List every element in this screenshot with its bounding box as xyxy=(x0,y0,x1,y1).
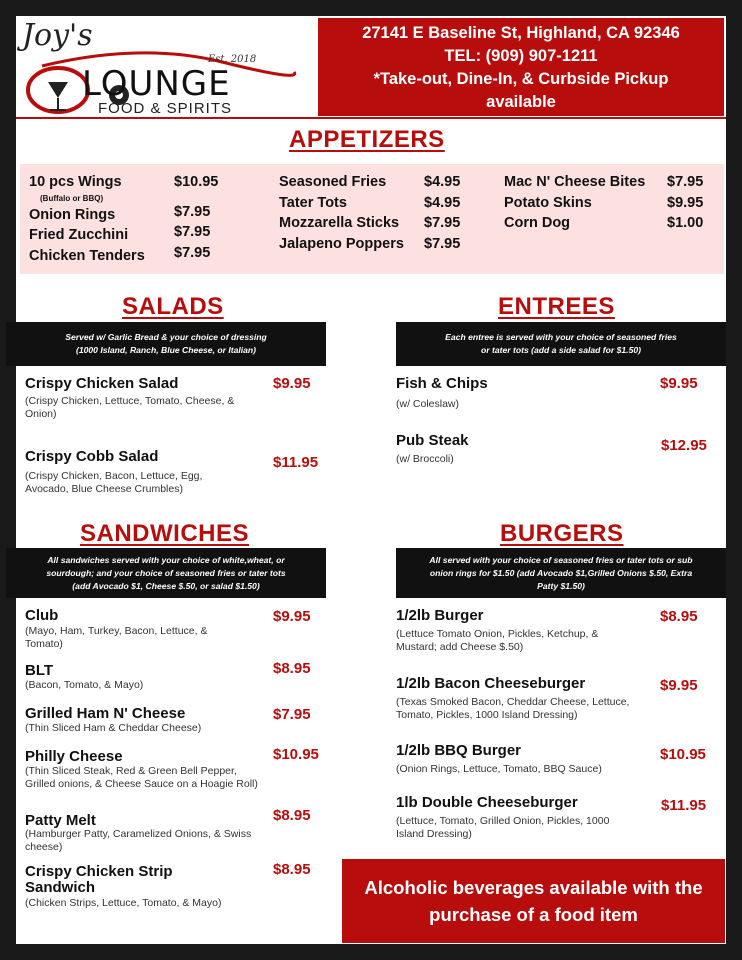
item-name: 1/2lb BBQ Burger xyxy=(396,742,522,759)
appetizer-name: 10 pcs Wings xyxy=(29,174,122,190)
item-price: $8.95 xyxy=(273,660,311,677)
item-price: $9.95 xyxy=(660,375,698,392)
header-info-box xyxy=(318,18,724,116)
appetizer-name: Jalapeno Poppers xyxy=(279,236,404,252)
salads-title: SALADS xyxy=(122,293,224,320)
item-description: (Texas Smoked Bacon, Cheddar Cheese, Lettuce, Tomato, Pickles, 1000 Island Dressing) xyxy=(396,696,630,721)
item-price: $9.95 xyxy=(273,375,311,392)
item-price: $12.95 xyxy=(661,437,707,454)
item-description: (Chicken Strips, Lettuce, Tomato, & Mayo) xyxy=(25,897,222,909)
item-description: (Mayo, Ham, Turkey, Bacon, Lettuce, & Tomato) xyxy=(25,625,208,650)
item-description: (Lettuce Tomato Onion, Pickles, Ketchup, & Mustard; add Cheese $.50) xyxy=(396,628,599,653)
appetizer-price: $4.95 xyxy=(424,174,461,190)
item-name: Fish & Chips xyxy=(396,375,488,392)
item-description: (Thin Sliced Steak, Red & Green Bell Pepper, Grilled onions, & Cheese Sauce on a Hoagie Roll) xyxy=(25,765,258,790)
appetizer-price: $4.95 xyxy=(424,195,461,211)
phone: TEL: (909) 907-1211 xyxy=(444,47,598,65)
salads-note-line: Served w/ Garlic Bread & your choice of dressing xyxy=(65,332,267,342)
item-name: Philly Cheese xyxy=(25,748,123,765)
entrees-note-line: or tater tots (add a side salad for $1.50) xyxy=(481,345,641,355)
item-description: (Hamburger Patty, Caramelized Onions, & Swiss cheese) xyxy=(25,828,252,853)
logo-script-text: Joy's xyxy=(22,18,93,53)
appetizer-price: $7.95 xyxy=(424,236,461,252)
appetizer-name: Mac N' Cheese Bites xyxy=(504,174,646,190)
appetizer-price: $7.95 xyxy=(667,174,704,190)
item-description: (w/ Broccoli) xyxy=(396,453,454,465)
entrees-note-line: Each entree is served with your choice of seasoned fries xyxy=(445,332,677,342)
logo-name: LOUNGE xyxy=(82,64,231,104)
menu-page xyxy=(16,16,726,944)
appetizer-name: Onion Rings xyxy=(29,207,116,223)
item-price: $9.95 xyxy=(273,608,311,625)
item-name: Club xyxy=(25,607,59,624)
item-price: $7.95 xyxy=(273,706,311,723)
item-description: (Crispy Chicken, Lettuce, Tomato, Cheese, & Onion) xyxy=(25,395,235,420)
burgers-title: BURGERS xyxy=(500,520,624,547)
appetizer-price: $7.95 xyxy=(424,215,461,231)
address: 27141 E Baseline St, Highland, CA 92346 xyxy=(362,24,680,42)
item-description: (Bacon, Tomato, & Mayo) xyxy=(25,679,144,691)
item-price: $9.95 xyxy=(660,677,698,694)
appetizer-price: $7.95 xyxy=(174,224,211,240)
salads-note-line: (1000 Island, Ranch, Blue Cheese, or Italian) xyxy=(75,345,257,355)
item-name: BLT xyxy=(25,662,54,679)
item-price: $10.95 xyxy=(660,746,706,763)
appetizer-name: Potato Skins xyxy=(504,195,592,211)
item-price: $11.95 xyxy=(273,454,319,471)
item-name: Grilled Ham N' Cheese xyxy=(25,705,186,722)
item-price: $8.95 xyxy=(660,608,698,625)
appetizer-name: Tater Tots xyxy=(279,195,347,211)
appetizer-name: Chicken Tenders xyxy=(29,248,145,264)
sandwiches-note-line: (add Avocado $1, Cheese $.50, or salad $1.50) xyxy=(72,580,260,591)
item-price: $11.95 xyxy=(661,797,707,814)
appetizer-price: $9.95 xyxy=(667,195,704,211)
burgers-note-line: onion rings for $1.50 (add Avocado $1,Grilled Onions $.50, Extra xyxy=(429,567,693,578)
item-price: $10.95 xyxy=(273,746,319,763)
item-name: Pub Steak xyxy=(396,432,469,449)
item-name: 1/2lb Bacon Cheeseburger xyxy=(396,675,586,692)
alcohol-notice-line: Alcoholic beverages available with the xyxy=(364,877,703,898)
appetizer-price: $10.95 xyxy=(174,174,219,190)
header-divider xyxy=(16,117,726,119)
item-name: Patty Melt xyxy=(25,812,96,829)
appetizer-price: $7.95 xyxy=(174,204,211,220)
sandwiches-note-line: sourdough; and your choice of seasoned fries or tater tots xyxy=(46,567,286,578)
item-name: Crispy Cobb Salad xyxy=(25,448,159,465)
entrees-title: ENTREES xyxy=(498,293,615,320)
burgers-note-line: Patty $1.50) xyxy=(537,580,585,591)
appetizer-note: (Buffalo or BBQ) xyxy=(40,194,104,203)
burgers-note-bar xyxy=(396,548,726,598)
item-name: 1lb Double Cheeseburger xyxy=(396,794,578,811)
appetizer-name: Fried Zucchini xyxy=(29,227,129,243)
appetizer-price: $7.95 xyxy=(174,245,211,261)
item-description: (w/ Coleslaw) xyxy=(396,398,460,410)
appetizer-name: Mozzarella Sticks xyxy=(279,215,400,231)
salads-note-bar xyxy=(6,322,326,366)
item-price: $8.95 xyxy=(273,807,311,824)
alcohol-notice-line: purchase of a food item xyxy=(429,904,638,925)
alcohol-notice xyxy=(342,859,725,943)
item-description: (Onion Rings, Lettuce, Tomato, BBQ Sauce) xyxy=(396,763,602,775)
appetizer-name: Seasoned Fries xyxy=(279,174,387,190)
burgers-note-line: All served with your choice of seasoned fries or tater tots or sub xyxy=(429,554,693,565)
logo xyxy=(22,18,314,118)
item-description: (Lettuce, Tomato, Grilled Onion, Pickles, 1000 Island Dressing) xyxy=(396,815,610,840)
appetizers-title: APPETIZERS xyxy=(289,126,445,153)
item-name: 1/2lb Burger xyxy=(396,607,484,624)
logo-est: Est. 2018 xyxy=(208,54,257,65)
service-line-2: available xyxy=(486,93,556,111)
item-description: (Thin Sliced Ham & Cheddar Cheese) xyxy=(25,722,202,734)
sandwiches-note-bar xyxy=(6,548,326,598)
item-name: Sandwich xyxy=(25,879,96,896)
item-name: Crispy Chicken Salad xyxy=(25,375,179,392)
service-line-1: *Take-out, Dine-In, & Curbside Pickup xyxy=(373,70,669,88)
sandwiches-title: SANDWICHES xyxy=(80,520,250,547)
item-description: (Crispy Chicken, Bacon, Lettuce, Egg, Avocado, Blue Cheese Crumbles) xyxy=(25,470,203,495)
entrees-note-bar xyxy=(396,322,726,366)
appetizer-name: Corn Dog xyxy=(504,215,571,231)
item-name: Crispy Chicken Strip xyxy=(25,863,173,880)
sandwiches-note-line: All sandwiches served with your choice of white,wheat, or xyxy=(47,554,285,565)
logo-tagline: FOOD & SPIRITS xyxy=(98,100,233,117)
item-price: $8.95 xyxy=(273,861,311,878)
appetizer-price: $1.00 xyxy=(667,215,704,231)
appetizers-box xyxy=(20,164,724,274)
